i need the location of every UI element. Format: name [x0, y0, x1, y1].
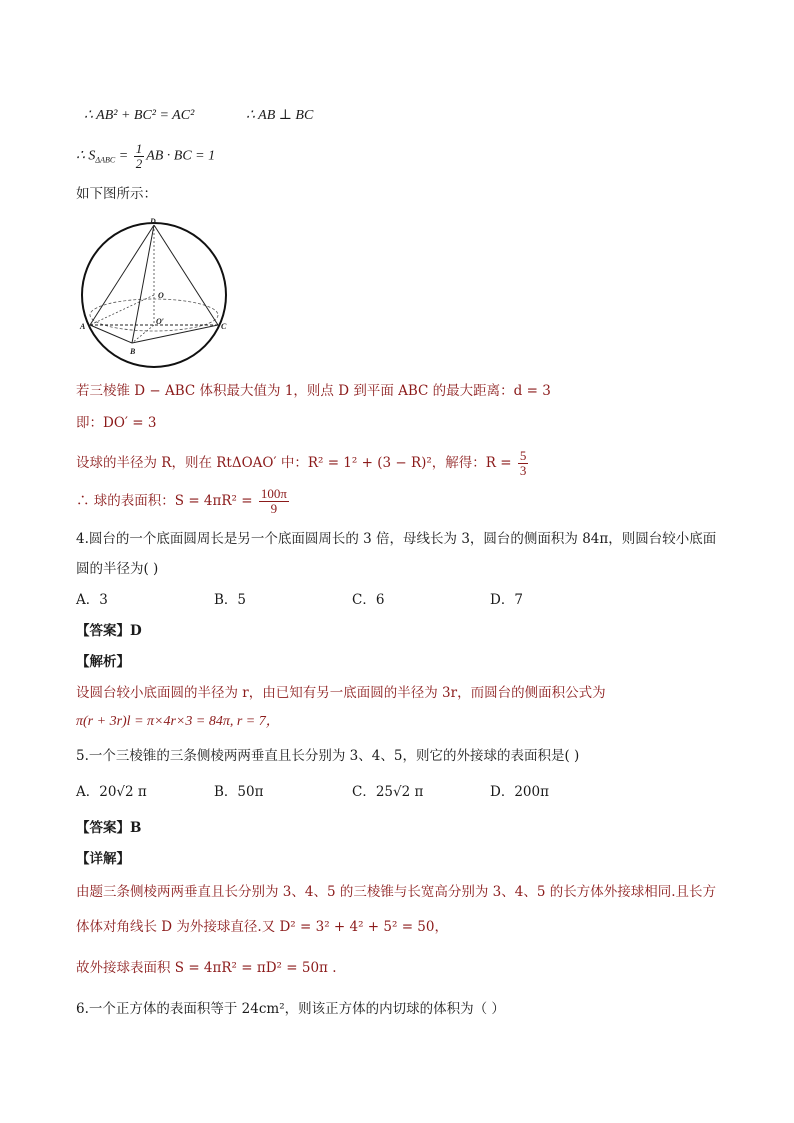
equation-pythagorean-text: ∴ AB² + BC² = AC²	[84, 108, 195, 123]
q4-option-c: C．6	[352, 592, 385, 608]
q5-detail-label: 【详解】	[76, 851, 130, 867]
q4-option-d: D．7	[490, 592, 523, 608]
distance-result: 即：DO′ = 3	[76, 415, 157, 431]
q5-detail-line3: 故外接球表面积 S = 4πR² = πD² = 50π .	[76, 960, 337, 976]
surface-area-result	[76, 487, 291, 516]
equation-area	[76, 142, 215, 171]
q4-analysis-label: 【解析】	[76, 654, 130, 670]
label-O: O	[158, 291, 164, 300]
label-O-prime: O′	[156, 317, 165, 326]
fraction-radius	[518, 449, 529, 478]
q4-analysis-line2: π(r + 3r)l = π×4r×3 = 84π, r = 7，	[76, 714, 280, 729]
radius-equation	[76, 449, 530, 478]
q5-option-d: D．200π	[490, 784, 549, 800]
fraction-surface-area-num: 100π	[260, 486, 287, 501]
label-B: B	[130, 347, 136, 356]
figure-intro: 如下图所示：	[76, 186, 157, 202]
equation-area-rest: AB · BC = 1	[146, 148, 216, 164]
label-C: C	[221, 322, 227, 331]
equation-area-sub: ΔABC	[95, 155, 116, 165]
q5-option-c: C．25√2 π	[352, 784, 424, 800]
q4-option-b: B．5	[214, 592, 247, 608]
fraction-surface-area	[259, 487, 289, 516]
label-D: D	[150, 217, 156, 226]
equation-area-eq: =	[115, 148, 132, 164]
radius-equation-text: 设球的半径为 R，则在 RtΔOAO′ 中：R² = 1² + (3 − R)²，解得：R =	[76, 455, 516, 471]
fraction-half	[134, 142, 145, 171]
surface-area-text: ∴ 球的表面积：S = 4πR² =	[76, 493, 257, 509]
label-A: A	[80, 322, 86, 331]
equation-area-prefix: ∴ S	[76, 148, 96, 164]
q6-stem: 6.一个正方体的表面积等于 24cm²，则该正方体的内切球的体积为（ ）	[76, 1001, 505, 1017]
fraction-radius-den: 3	[519, 463, 527, 478]
equation-pythagorean	[84, 106, 194, 126]
q4-answer: 【答案】D	[76, 623, 142, 639]
fraction-half-num: 1	[135, 141, 143, 156]
q4-stem-line2: 圆的半径为( )	[76, 561, 159, 577]
q5-option-b: B．50π	[214, 784, 264, 800]
equation-perpendicular-text: ∴ AB ⊥ BC	[246, 108, 314, 123]
q5-answer: 【答案】B	[76, 820, 142, 836]
edge-AB	[90, 325, 132, 343]
fraction-half-den: 2	[135, 156, 143, 171]
edge-DC	[154, 225, 218, 325]
q4-analysis-line1: 设圆台较小底面圆的半径为 r，由已知有另一底面圆的半径为 3r，而圆台的侧面积公式为	[76, 685, 606, 701]
sphere-tetrahedron-figure	[76, 215, 236, 375]
q5-option-a: A．20√2 π	[76, 784, 147, 800]
q4-stem-line1: 4.圆台的一个底面圆周长是另一个底面圆周长的 3 倍，母线长为 3，圆台的侧面积为 84π，则圆台较小底面	[76, 531, 717, 547]
q5-stem: 5.一个三棱锥的三条侧棱两两垂直且长分别为 3、4、5，则它的外接球的表面积是( )	[76, 748, 580, 764]
q4-option-a: A．3	[76, 592, 108, 608]
equation-perpendicular	[246, 106, 313, 126]
fraction-radius-num: 5	[519, 448, 527, 463]
q5-detail-line2: 体体对角线长 D 为外接球直径.又 D² = 3² + 4² + 5² = 50，	[76, 919, 448, 935]
volume-condition: 若三棱锥 D − ABC 体积最大值为 1，则点 D 到平面 ABC 的最大距离：d = 3	[76, 383, 551, 399]
fraction-surface-area-den: 9	[270, 501, 278, 516]
edge-BC	[132, 325, 218, 343]
q5-detail-line1: 由题三条侧棱两两垂直且长分别为 3、4、5 的三棱锥与长宽高分别为 3、4、5 的长方体外接球相同.且长方	[76, 884, 716, 900]
